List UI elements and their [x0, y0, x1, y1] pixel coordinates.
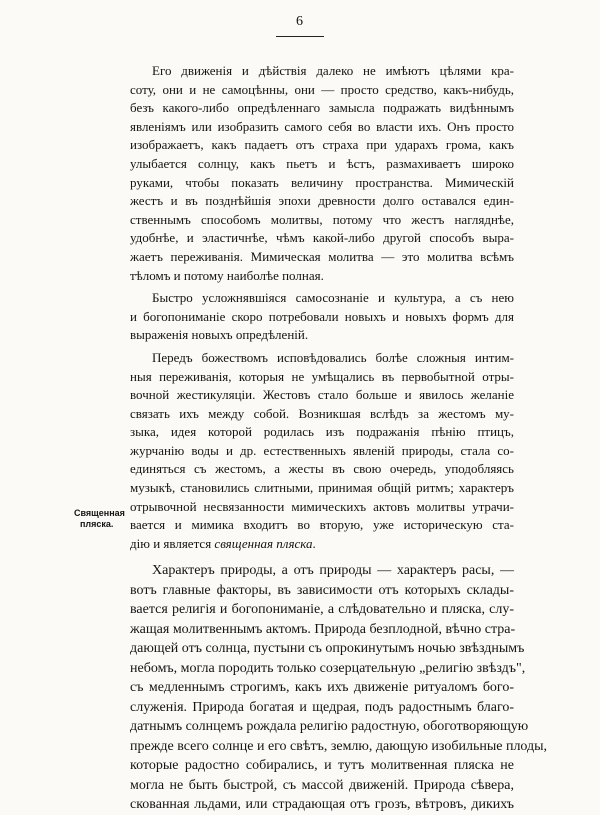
text-line: дающей отъ солнца, пустыни съ опрокинутымъ ночью звѣзднымъ — [130, 641, 525, 657]
margin-note-line-2: пляска. — [80, 519, 114, 529]
text-line: ственнымъ способомъ молитвы, потому что жестъ нагляднѣе, — [130, 211, 514, 227]
text-line: жащая молитвеннымъ актомъ. Природа безплодной, вѣчно стра- — [130, 621, 516, 637]
text-line: и богопониманіе скоро потребовали новыхъ и новыхъ формъ для — [130, 308, 514, 324]
text-line: безъ какого-либо опредѣленнаго замысла подражать видѣннымъ — [130, 100, 514, 116]
text-line: Передъ божествомъ исповѣдовались болѣе сложныя интим- — [152, 349, 514, 365]
text-fragment: дію и является — [130, 535, 212, 551]
text-line: съ медленнымъ строгимъ, какъ ихъ движеніе ритуаломъ бого- — [130, 680, 514, 696]
text-line: улыбается солнцу, какъ пьетъ и ѣстъ, размахиваетъ широко — [130, 155, 514, 171]
text-line: изображаетъ, какъ падаетъ отъ страха при ударахъ грома, какъ — [130, 137, 514, 153]
text-line: Характеръ природы, а отъ природы — характеръ расы, — — [152, 563, 514, 579]
text-line: Быстро усложнявшіяся самосознаніе и культура, а съ нею — [152, 290, 514, 306]
text-line: вочной жестикуляціи. Жестовъ стало больше и явилось желаніе — [130, 387, 514, 403]
text-line: журчанію воды и др. естественныхъ явленій природы, стала со- — [130, 442, 514, 458]
text-line: скованная льдами, или страдающая отъ грозъ, вѣтровъ, дикихъ — [130, 797, 514, 813]
text-line: вается религія и богопониманіе, а слѣдовательно и пляска, слу- — [130, 602, 514, 618]
text-line: тѣломъ и потому наиболѣе полная. — [130, 267, 324, 283]
text-line: могла не быть быстрой, съ массой движеній. Природа сѣвера, — [130, 777, 514, 793]
text-line: явленіямъ или изобразить самого себя во власти ихъ. Онъ просто — [130, 118, 514, 134]
text-line: служенія. Природа богатая и щедрая, подъ радостнымъ благо- — [130, 699, 514, 715]
text-fragment: . — [312, 535, 316, 551]
margin-note-line-1: Священная — [74, 508, 125, 518]
paragraph-3 — [130, 349, 514, 554]
text-line — [130, 535, 514, 554]
text-line: небомъ, могла породить только созерцательную „религію звѣздъ", — [130, 660, 526, 676]
body-text — [130, 62, 548, 815]
text-line: удобнѣе, и эластичнѣе, чѣмъ какой-либо другой способъ выра- — [130, 230, 514, 246]
text-line: Его движенія и дѣйствія далеко не имѣютъ цѣлями кра- — [152, 63, 514, 78]
paragraph-1 — [130, 62, 514, 285]
header-rule — [276, 36, 324, 37]
text-line: выраженія новыхъ опредѣленій. — [130, 327, 309, 343]
text-line: ныя переживанія, которыя не умѣщались въ первобытной отры- — [130, 368, 514, 384]
text-line: вается и мимика входитъ во вторую, уже историческую ста- — [130, 517, 514, 533]
text-line: которые радостно собирались, и тутъ молитвенная пляска не — [130, 758, 514, 774]
text-line: датнымъ солнцемъ рождала религію радостную, обоготворяющую — [130, 719, 529, 735]
text-line: прежде всего солнце и его свѣтъ, землю, дающую изобильные плоды, — [130, 738, 548, 754]
emphasis-sacred-dance: священная пляска — [214, 535, 313, 551]
text-line: руками, чтобы показать величину пространства. Мимическій — [130, 174, 514, 190]
text-line: связать ихъ между собой. Возникшая вслѣдъ за жестомъ му- — [130, 405, 514, 421]
text-line: единяться съ жестомъ, а жесты въ свою очередь, уподобляясь — [130, 461, 514, 477]
text-line: вотъ главные факторы, въ зависимости отъ которыхъ склады- — [130, 582, 514, 598]
text-line: отрывочной несвязанности мимическихъ актовъ молитвы утрачи- — [130, 498, 514, 514]
page-number: 6 — [296, 14, 304, 29]
text-line: зыка, идея которой родилась изъ подражанія пѣнію птицъ, — [130, 424, 514, 440]
paragraph-2 — [130, 289, 514, 345]
margin-note — [74, 508, 130, 530]
text-line: музыкѣ, становились слитными, принимая общій ритмъ; характеръ — [130, 480, 514, 496]
text-line: жаетъ переживанія. Мимическая молитва — это молитва всѣмъ — [130, 248, 514, 264]
text-line: жестъ и въ позднѣйшія эпохи древности долго оставался един- — [130, 193, 514, 209]
text-line: соту, они и не самоцѣнны, они — просто средство, какъ-нибудь, — [130, 81, 514, 97]
paragraph-4 — [130, 561, 548, 815]
